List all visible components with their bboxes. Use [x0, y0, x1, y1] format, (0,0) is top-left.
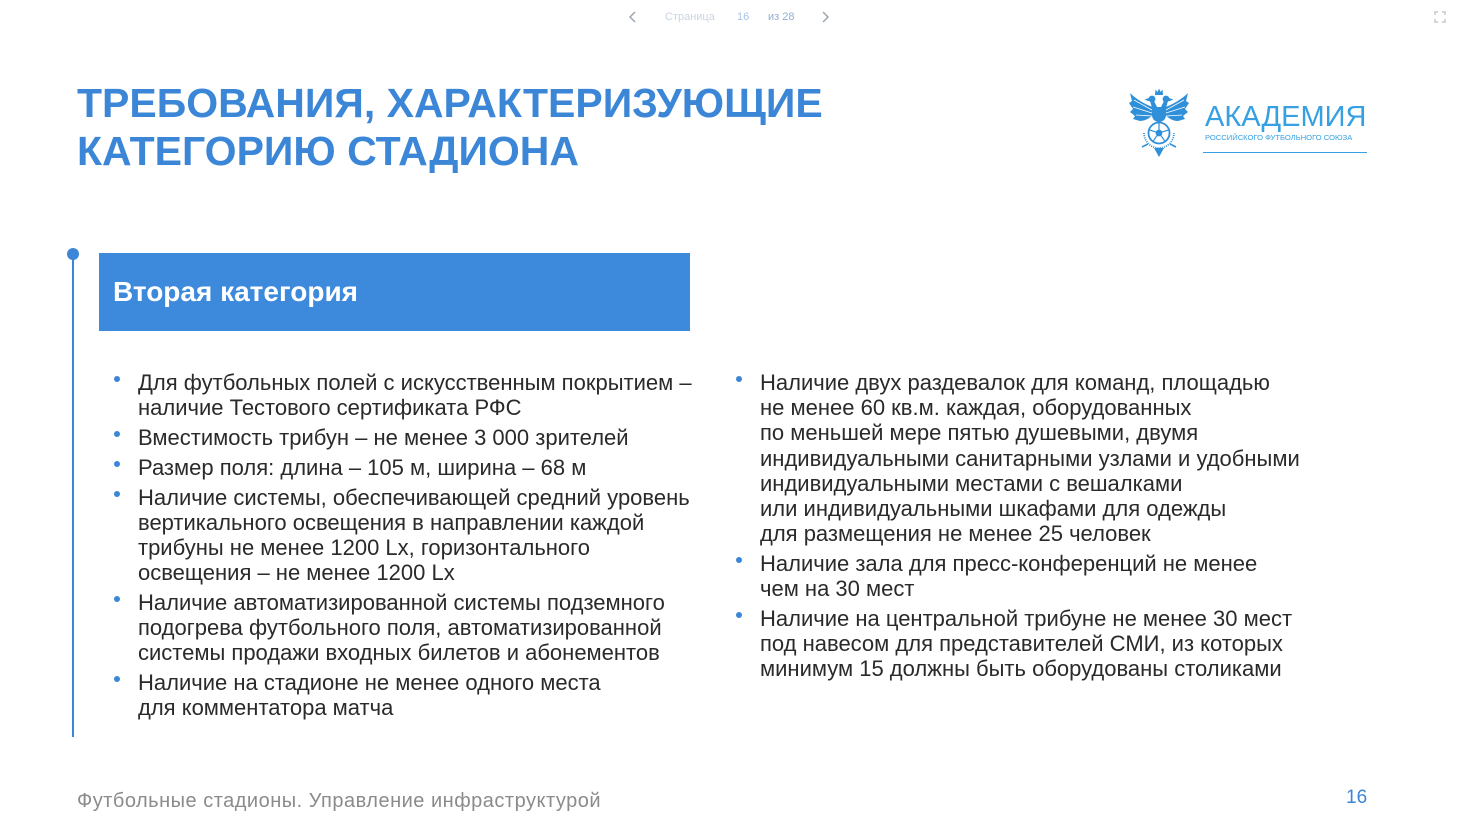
list-item: [110, 370, 692, 420]
bullet-dot-icon: [114, 596, 120, 602]
requirements-list-right: [732, 370, 1300, 686]
list-item-line: системы продажи входных билетов и абонементов: [138, 640, 660, 666]
timeline-line: [72, 254, 74, 737]
list-item-line: по меньшей мере пятью душевыми, двумя: [760, 420, 1199, 446]
list-item-line: вертикального освещения в направлении каждой: [138, 509, 645, 535]
list-item: [732, 606, 1300, 682]
list-item-line: для комментатора матча: [138, 695, 394, 721]
category-banner: [99, 253, 690, 331]
bullet-dot-icon: [114, 491, 120, 497]
list-item-line: Наличие зала для пресс-конференций не менее: [760, 551, 1258, 577]
title-line: ТРЕБОВАНИЯ, ХАРАКТЕРИЗУЮЩИЕ: [77, 80, 823, 126]
list-item: [732, 370, 1300, 546]
timeline-dot: [67, 248, 79, 260]
list-item: [110, 425, 692, 450]
bullet-dot-icon: [736, 376, 742, 382]
list-item-line: не менее 60 кв.м. каждая, оборудованных: [760, 395, 1192, 421]
list-item-line: для размещения не менее 25 человек: [760, 521, 1151, 547]
rfs-academy-logo: [1126, 86, 1370, 166]
list-item-line: или индивидуальными шкафами для одежды: [760, 496, 1227, 522]
bullet-dot-icon: [114, 431, 120, 437]
requirements-list-left: [110, 370, 692, 725]
list-item-line: Размер поля: длина – 105 м, ширина – 68 м: [138, 454, 587, 480]
list-item-line: Наличие на центральной трибуне не менее 30 мест: [760, 606, 1293, 632]
list-item-line: подогрева футбольного поля, автоматизированной: [138, 615, 662, 641]
list-item-line: Для футбольных полей с искусственным покрытием –: [138, 370, 692, 395]
list-item-line: освещения – не менее 1200 Lx: [138, 560, 455, 586]
bullet-dot-icon: [114, 676, 120, 682]
list-item-line: индивидуальными местами с вешалками: [760, 470, 1183, 496]
slide-title: [77, 79, 823, 175]
bullet-dot-icon: [736, 557, 742, 563]
title-line: КАТЕГОРИЮ СТАДИОНА: [77, 128, 580, 174]
list-item-line: Наличие автоматизированной системы подземного: [138, 590, 665, 615]
logo-name: АКАДЕМИЯ: [1205, 101, 1367, 133]
bullet-dot-icon: [736, 612, 742, 618]
rfs-eagle-emblem-icon: [1128, 87, 1190, 163]
bullet-dot-icon: [114, 461, 120, 467]
bullet-dot-icon: [114, 376, 120, 382]
list-item: [110, 455, 692, 480]
list-item: [110, 670, 692, 720]
list-item-line: Вместимость трибун – не менее 3 000 зрителей: [138, 425, 629, 450]
list-item-line: Наличие системы, обеспечивающей средний уровень: [138, 484, 690, 510]
list-item-line: индивидуальными санитарными узлами и удобными: [760, 445, 1300, 471]
list-item-line: трибуны не менее 1200 Lx, горизонтального: [138, 535, 590, 560]
logo-underline: [1203, 152, 1367, 153]
slide-footer: Футбольные стадионы. Управление инфраструктурой: [77, 790, 602, 812]
slide-page-number: 16: [1346, 787, 1368, 808]
list-item: [110, 485, 692, 586]
category-title: Вторая категория: [113, 276, 359, 307]
list-item-line: наличие Тестового сертификата РФС: [138, 395, 522, 421]
list-item: [732, 551, 1300, 601]
list-item: [110, 590, 692, 666]
list-item-line: чем на 30 мест: [760, 576, 915, 602]
logo-subtitle: РОССИЙСКОГО ФУТБОЛЬНОГО СОЮЗА: [1205, 133, 1353, 142]
total-pages-label: из 28: [768, 11, 795, 23]
list-item-line: под навесом для представителей СМИ, из которых: [760, 631, 1283, 657]
list-item-line: Наличие на стадионе не менее одного места: [138, 670, 601, 696]
current-page-input[interactable]: 16: [737, 11, 750, 23]
page-label: Страница: [665, 11, 715, 23]
list-item-line: Наличие двух раздевалок для команд, площадью: [760, 370, 1270, 395]
list-item-line: минимум 15 должны быть оборудованы столиками: [760, 656, 1282, 682]
